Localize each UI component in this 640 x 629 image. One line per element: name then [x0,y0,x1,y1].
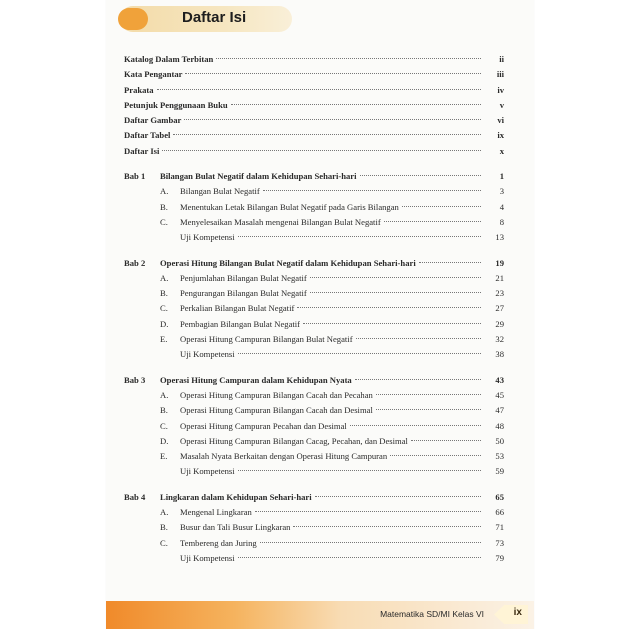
chapter-number: Bab 4 [124,491,146,502]
dot-leader [293,526,481,527]
dot-leader [303,323,481,324]
entry-label: Daftar Isi [124,145,160,156]
section-letter: C. [160,537,168,548]
section-letter: A. [160,507,169,518]
dot-leader [411,440,481,441]
entry-page: v [499,99,504,110]
section-label: Pembagian Bilangan Bulat Negatif [180,318,301,329]
toc-section-entry [124,434,504,449]
chapter-page: 19 [495,257,504,268]
toc-chapter-entry [124,169,504,184]
footer-page-number: ix [513,607,522,618]
toc-chapter-entry [124,490,504,505]
toc-section-entry [124,505,504,520]
section-label: Operasi Hitung Campuran Bilangan Cacah dan Desimal [180,405,373,416]
section-label: Busur dan Tali Busur Lingkaran [180,522,291,533]
toc-section-entry [124,449,504,464]
table-of-contents [124,52,504,566]
dot-leader [315,496,481,497]
dot-leader [360,175,482,176]
section-letter: A. [160,272,169,283]
chapter-number: Bab 1 [124,171,146,182]
toc-section-entry [124,301,504,316]
page-number-arrow-icon [494,605,528,624]
entry-label: Petunjuk Penggunaan Buku [124,99,228,110]
toc-front-entry [124,83,504,98]
entry-page: ix [497,130,504,141]
toc-front-entry [124,113,504,128]
section-label: Uji Kompetensi [180,232,235,243]
section-label: Bilangan Bulat Negatif [180,186,260,197]
chapter-title: Operasi Hitung Campuran dalam Kehidupan Nyata [160,374,352,385]
toc-section-entry [124,332,504,347]
toc-section-entry [124,230,504,245]
dot-leader [162,150,481,151]
page-title: Daftar Isi [182,9,247,26]
toc-front-entry [124,98,504,113]
entry-label: Daftar Gambar [124,115,182,126]
section-page: 53 [495,451,504,462]
dot-leader [402,206,481,207]
toc-front-entry [124,67,504,82]
toc-section-entry [124,419,504,434]
dot-leader [173,134,481,135]
toc-front-entry [124,144,504,159]
section-page: 66 [495,507,504,518]
chapter-page: 1 [499,171,504,182]
section-page: 48 [495,420,504,431]
section-label: Perkalian Bilangan Bulat Negatif [180,303,295,314]
section-page: 50 [495,435,504,446]
dot-leader [255,511,481,512]
toc-section-entry [124,200,504,215]
dot-leader [376,409,481,410]
section-label: Operasi Hitung Campuran Bilangan Bulat Negatif [180,334,353,345]
dot-leader [376,394,481,395]
section-label: Operasi Hitung Campuran Bilangan Cacah dan Pecahan [180,389,373,400]
section-letter: D. [160,435,169,446]
section-page: 4 [499,201,504,212]
toc-front-entry [124,128,504,143]
toc-section-entry [124,551,504,566]
entry-label: Prakata [124,84,154,95]
dot-leader [419,262,481,263]
section-page: 59 [495,466,504,477]
dot-leader [238,236,481,237]
chapter-number: Bab 2 [124,257,146,268]
section-page: 71 [495,522,504,533]
dot-leader [238,557,481,558]
entry-page: x [499,145,504,156]
section-letter: E. [160,334,168,345]
dot-leader [390,455,481,456]
toc-section-entry [124,347,504,362]
section-label: Uji Kompetensi [180,349,235,360]
dot-leader [355,379,481,380]
section-page: 3 [499,186,504,197]
toc-section-entry [124,286,504,301]
section-label: Operasi Hitung Campuran Pecahan dan Desimal [180,420,347,431]
section-letter: C. [160,216,168,227]
section-label: Operasi Hitung Campuran Bilangan Cacag, Pecahan, dan Desimal [180,435,408,446]
dot-leader [157,89,481,90]
book-page [106,0,534,629]
entry-page: ii [499,54,504,64]
section-letter: B. [160,201,168,212]
dot-leader [216,58,481,59]
chapter-page: 65 [495,491,504,502]
entry-page: iv [497,84,504,95]
toc-section-entry [124,215,504,230]
section-label: Pengurangan Bilangan Bulat Negatif [180,288,307,299]
entry-label: Daftar Tabel [124,130,171,141]
toc-section-entry [124,388,504,403]
section-page: 73 [495,537,504,548]
dot-leader [350,425,481,426]
toc-section-entry [124,184,504,199]
dot-leader [297,307,481,308]
section-label: Mengenal Lingkaran [180,507,252,518]
section-letter: E. [160,451,168,462]
title-tab-decoration [118,8,148,30]
dot-leader [310,277,481,278]
footer-book-title: Matematika SD/MI Kelas VI [380,609,484,619]
section-page: 47 [495,405,504,416]
section-label: Uji Kompetensi [180,552,235,563]
section-page: 23 [495,288,504,299]
section-letter: C. [160,303,168,314]
title-banner [120,6,292,32]
toc-front-entry [124,52,504,67]
section-label: Menentukan Letak Bilangan Bulat Negatif pada Garis Bilangan [180,201,399,212]
chapter-title: Lingkaran dalam Kehidupan Sehari-hari [160,491,312,502]
dot-leader [356,338,481,339]
section-page: 27 [495,303,504,314]
chapter-title: Bilangan Bulat Negatif dalam Kehidupan Sehari-hari [160,171,357,182]
section-label: Menyelesaikan Masalah mengenai Bilangan Bulat Negatif [180,216,381,227]
toc-section-entry [124,536,504,551]
section-letter: A. [160,389,169,400]
section-page: 8 [499,216,504,227]
toc-section-entry [124,271,504,286]
section-letter: B. [160,522,168,533]
toc-section-entry [124,317,504,332]
toc-chapter-entry [124,256,504,271]
section-letter: B. [160,405,168,416]
section-label: Penjumlahan Bilangan Bulat Negatif [180,272,307,283]
section-page: 79 [495,552,504,563]
toc-section-entry [124,520,504,535]
section-page: 45 [495,389,504,400]
dot-leader [184,119,481,120]
section-letter: B. [160,288,168,299]
dot-leader [263,190,481,191]
section-page: 29 [495,318,504,329]
entry-label: Kata Pengantar [124,69,183,80]
toc-section-entry [124,464,504,479]
dot-leader [238,470,481,471]
chapter-page: 43 [495,374,504,385]
dot-leader [260,542,481,543]
section-letter: D. [160,318,169,329]
title-pill [120,6,292,32]
entry-page: iii [496,69,504,80]
section-letter: C. [160,420,168,431]
dot-leader [310,292,481,293]
page-footer [106,601,534,629]
section-label: Uji Kompetensi [180,466,235,477]
chapter-number: Bab 3 [124,374,146,385]
section-page: 32 [495,334,504,345]
dot-leader [185,73,481,74]
chapter-title: Operasi Hitung Bilangan Bulat Negatif dalam Kehidupan Sehari-hari [160,257,416,268]
entry-label: Katalog Dalam Terbitan [124,54,214,64]
section-page: 38 [495,349,504,360]
entry-page: vi [497,115,504,126]
section-label: Tembereng dan Juring [180,537,257,548]
section-label: Masalah Nyata Berkaitan dengan Operasi Hitung Campuran [180,451,388,462]
toc-section-entry [124,403,504,418]
section-page: 21 [495,272,504,283]
section-page: 13 [495,232,504,243]
dot-leader [238,353,481,354]
toc-chapter-entry [124,373,504,388]
section-letter: A. [160,186,169,197]
dot-leader [231,104,481,105]
dot-leader [384,221,481,222]
